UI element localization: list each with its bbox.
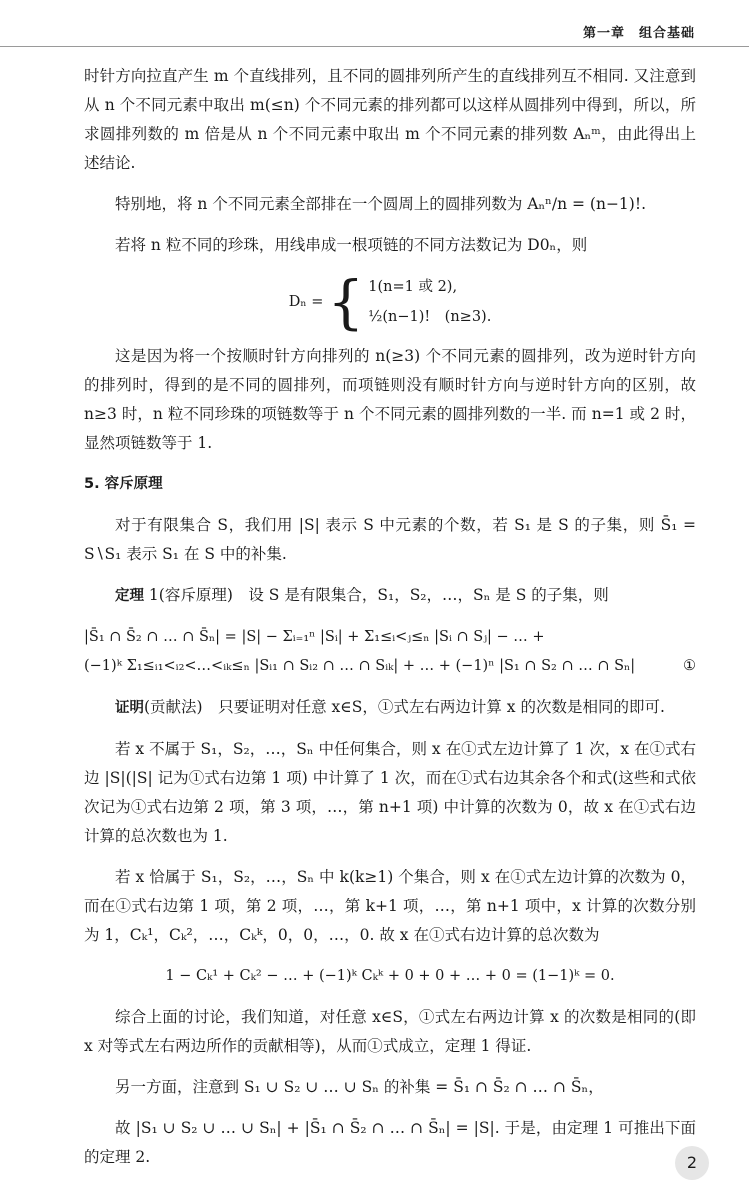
formula-dn-case-1: 1(n=1 或 2), [368, 279, 458, 295]
formula-dn-lhs: Dₙ = [288, 293, 324, 310]
paragraph: 若 x 恰属于 S₁，S₂，…，Sₙ 中 k(k≥1) 个集合，则 x 在①式左边计算的次数为 0，而在①式右边第 1 项，第 2 项，…，第 k+1 项，…，第 n+1 项中，x 计算的次数分别为 1，Cₖ¹，Cₖ²，…，Cₖᵏ，0，0，…，0. 故 x 在①式右边计算的总次数为 [84, 868, 696, 944]
theorem-label: 定理 [115, 588, 144, 604]
header-rule [0, 46, 749, 47]
paragraph: 这是因为将一个按顺时针方向排列的 n(≥3) 个不同元素的圆排列，改为逆时针方向的排列时，得到的是不同的圆排列，而项链则没有顺时针方向与逆时针方向的区别，故 n≥3 时，n 粒不同珍珠的项链数等于 n 个不同元素的圆排列数的一半. 而 n=1 或 2 时，显然项链数等于 1. [84, 347, 696, 452]
formula-1 [84, 623, 696, 681]
paragraph: 时针方向拉直产生 m 个直线排列，且不同的圆排列所产生的直线排列互不相同. 又注意到从 n 个不同元素中取出 m(≤n) 个不同元素的排列都可以这样从圆排列中得到，所以，所求圆排列数的 m 倍是从 n 个不同元素中取出 m 个不同元素的排列数 Aₙᵐ，由此得出上述结论. [84, 67, 696, 172]
page-body [84, 62, 696, 1184]
equation-number: ① [683, 658, 696, 674]
theorem-1 [84, 581, 696, 611]
paragraph: 另一方面，注意到 S₁ ∪ S₂ ∪ … ∪ Sₙ 的补集 = S̄₁ ∩ S̄₂ ∩ … ∩ S̄ₙ， [115, 1078, 604, 1096]
proof [84, 693, 696, 723]
formula-1-line-2-text: (−1)ᵏ Σ₁≤ᵢ₁<ᵢ₂<…<ᵢₖ≤ₙ |Sᵢ₁ ∩ Sᵢ₂ ∩ … ∩ Sᵢₖ| + … + (−1)ⁿ |S₁ ∩ S₂ ∩ … ∩ Sₙ| [84, 658, 636, 674]
proof-text: (贡献法) 只要证明对任意 x∈S，①式左右两边计算 x 的次数是相同的即可. [144, 698, 665, 716]
paragraph: 综合上面的讨论，我们知道，对任意 x∈S，①式左右两边计算 x 的次数是相同的(即 x 对等式左右两边所作的贡献相等)，从而①式成立，定理 1 得证. [84, 1008, 696, 1055]
formula-1-line-2 [84, 652, 696, 681]
theorem-text: 1(容斥原理) 设 S 是有限集合，S₁，S₂，…，Sₙ 是 S 的子集，则 [144, 586, 609, 604]
proof-label: 证明 [115, 700, 144, 716]
paragraph: 若将 n 粒不同的珍珠，用线串成一根项链的不同方法数记为 D0ₙ，则 [115, 236, 588, 254]
brace-glyph: { [327, 268, 365, 336]
formula-1-line-1: |S̄₁ ∩ S̄₂ ∩ … ∩ S̄ₙ| = |S| − Σᵢ₌₁ⁿ |Sᵢ| + Σ₁≤ᵢ<ⱼ≤ₙ |Sᵢ ∩ Sⱼ| − … + [84, 629, 545, 645]
formula-dn [84, 268, 696, 336]
paragraph: 故 |S₁ ∪ S₂ ∪ … ∪ Sₙ| + |S̄₁ ∩ S̄₂ ∩ … ∩ S̄ₙ| = |S|. 于是，由定理 1 可推出下面的定理 2. [84, 1119, 696, 1166]
formula-2: 1 − Cₖ¹ + Cₖ² − … + (−1)ᵏ Cₖᵏ + 0 + 0 + … + 0 = (1−1)ᵏ = 0. [165, 968, 615, 984]
section-heading: 5. 容斥原理 [84, 476, 163, 492]
formula-dn-case-2: ½(n−1)! (n≥3). [368, 309, 492, 325]
paragraph: 若 x 不属于 S₁，S₂，…，Sₙ 中任何集合，则 x 在①式左边计算了 1 次，x 在①式右边 |S|(|S| 记为①式右边第 1 项) 中计算了 1 次，而在①式右边其余各个和式(这些和式依次记为①式右边第 2 项，第 3 项，…，第 n+1 项) 中计算的次数为 0，故 x 在①式右边计算的总次数也为 1. [84, 740, 696, 845]
running-header: 第一章 组合基础 [582, 26, 695, 41]
paragraph: 对于有限集合 S，我们用 |S| 表示 S 中元素的个数，若 S₁ 是 S 的子集，则 S̄₁ = S∖S₁ 表示 S₁ 在 S 中的补集. [84, 516, 696, 563]
page-number: 2 [675, 1146, 709, 1180]
formula-dn-cases [368, 272, 491, 332]
paragraph: 特别地，将 n 个不同元素全部排在一个圆周上的圆排列数为 Aₙⁿ/n = (n−1)!. [115, 195, 646, 213]
